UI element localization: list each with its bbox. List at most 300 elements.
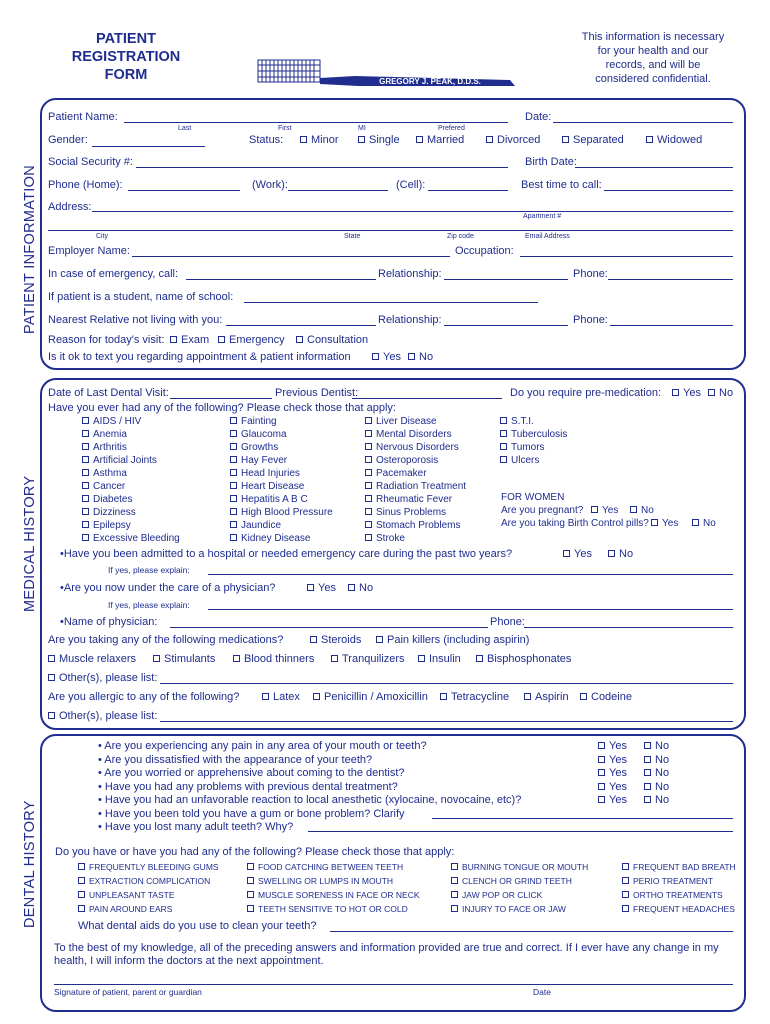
dental-condition[interactable] [451,902,588,916]
dental-condition[interactable] [78,860,219,874]
option-label: Yes [602,505,619,516]
checkbox[interactable] [451,891,458,898]
checkbox[interactable] [247,863,254,870]
med-bisphosphonates[interactable] [476,653,571,666]
condition-label: AIDS / HIV [93,416,142,427]
dental-condition[interactable] [78,874,219,888]
checkbox[interactable] [365,495,372,502]
allergic-question: Are you allergic to any of the following? [48,691,240,703]
checkbox[interactable] [708,389,715,396]
option-label: No [655,794,670,806]
dental-condition[interactable] [451,860,588,874]
checkbox[interactable] [644,756,651,763]
condition-label: Stroke [376,533,405,544]
checkbox[interactable] [82,417,89,424]
status-single[interactable] [358,134,400,147]
dental-col-3 [451,860,588,916]
address-line-2[interactable] [48,230,733,231]
checkbox[interactable] [262,693,269,700]
checkbox[interactable] [82,430,89,437]
checkbox[interactable] [372,353,379,360]
checkbox[interactable] [78,863,85,870]
allergy-latex[interactable] [262,691,300,704]
option-label: Steroids [321,634,362,646]
cell-field[interactable] [428,190,508,191]
checkbox[interactable] [622,891,629,898]
status-married[interactable] [416,134,464,147]
dental-yes[interactable] [598,767,627,781]
conditions-col-4 [500,415,567,467]
checkbox[interactable] [608,550,615,557]
med-steroids[interactable] [310,634,361,647]
condition-item[interactable] [365,415,466,428]
checkbox[interactable] [331,655,338,662]
dental-no[interactable] [644,740,669,754]
allergy-penicillin[interactable] [313,691,428,704]
physician-name-label: •Name of physician: [60,616,158,628]
checkbox[interactable] [230,456,237,463]
checkbox[interactable] [48,674,55,681]
dental-col-4 [622,860,736,916]
checkbox[interactable] [440,693,447,700]
option-label: Widowed [657,134,703,146]
employer-field[interactable] [132,256,450,257]
dental-aids-field[interactable] [330,931,733,932]
birth-date-label: Birth Date: [525,156,577,168]
option-label: Married [427,134,465,146]
option-label: Consultation [307,334,369,346]
checkbox[interactable] [365,508,372,515]
condition-item[interactable] [82,480,180,493]
checkbox[interactable] [644,796,651,803]
checkbox[interactable] [365,430,372,437]
condition-label: Epilepsy [93,520,131,531]
dental-check-intro: Do you have or have you had any of the following? Please check those that apply: [55,846,455,858]
checkbox[interactable] [170,336,177,343]
occupation-label: Occupation: [455,245,514,257]
condition-item[interactable] [365,532,466,545]
checkbox[interactable] [500,430,507,437]
last-visit-field[interactable] [170,398,272,399]
dental-condition[interactable] [451,874,588,888]
checkbox[interactable] [622,863,629,870]
checkbox[interactable] [598,756,605,763]
condition-item[interactable] [82,428,180,441]
condition-label: Excessive Bleeding [93,533,180,544]
condition-item[interactable] [82,467,180,480]
condition-label: Rheumatic Fever [376,494,453,505]
phone-home-field[interactable] [128,190,240,191]
checkbox[interactable] [82,495,89,502]
clarify-field[interactable] [432,818,733,819]
checkbox[interactable] [300,136,307,143]
checkbox[interactable] [82,469,89,476]
text-ok-yes[interactable] [372,351,401,364]
condition-label: Tuberculosis [511,429,568,440]
premed-yes[interactable] [672,387,701,400]
condition-item[interactable] [500,415,567,428]
condition-item[interactable] [365,493,466,506]
condition-label: Artificial Joints [93,455,157,466]
checkbox[interactable] [365,417,372,424]
checkbox[interactable] [646,136,653,143]
condition-label: Arthritis [93,442,127,453]
checkbox[interactable] [247,905,254,912]
dental-condition[interactable] [622,874,736,888]
allergy-codeine[interactable] [580,691,632,704]
reason-label: Reason for today's visit: [48,334,165,346]
condition-item[interactable] [230,519,333,532]
patient-name-label: Patient Name: [48,111,118,123]
dental-condition[interactable] [247,874,420,888]
checkbox[interactable] [78,877,85,884]
checkbox[interactable] [230,521,237,528]
checkbox[interactable] [408,353,415,360]
condition-item[interactable] [500,441,567,454]
condition-item[interactable] [82,415,180,428]
dental-condition[interactable] [622,888,736,902]
address-label: Address: [48,201,92,213]
phone2-field[interactable] [610,325,733,326]
checkbox[interactable] [376,636,383,643]
physician-care-yes[interactable] [307,582,336,595]
checkbox[interactable] [230,430,237,437]
phone2-label: Phone: [573,314,608,326]
checkbox[interactable] [48,712,55,719]
checkbox[interactable] [500,443,507,450]
med-pain-killers[interactable] [376,634,529,647]
checkbox[interactable] [82,508,89,515]
checkbox[interactable] [358,136,365,143]
reason-emergency[interactable] [218,334,285,347]
condition-item[interactable] [365,454,466,467]
checkbox[interactable] [247,891,254,898]
checkbox[interactable] [82,456,89,463]
med-insulin[interactable] [418,653,461,666]
condition-item[interactable] [82,519,180,532]
condition-item[interactable] [230,441,333,454]
dental-condition[interactable] [247,860,420,874]
checkbox[interactable] [451,863,458,870]
physician-phone-field[interactable] [524,627,733,628]
phone-field[interactable] [608,279,733,280]
condition-label: Anemia [93,429,127,440]
condition-item[interactable] [365,480,466,493]
school-field[interactable] [244,302,538,303]
signature-label: Signature of patient, parent or guardian [54,987,202,997]
med-stimulants[interactable] [153,653,215,666]
option-label: Stimulants [164,653,216,665]
condition-item[interactable] [230,467,333,480]
checkbox[interactable] [451,877,458,884]
allergy-tetracycline[interactable] [440,691,509,704]
status-widowed[interactable] [646,134,702,147]
status-separated[interactable] [562,134,624,147]
checkbox[interactable] [82,482,89,489]
others-2[interactable] [48,710,157,723]
condition-item[interactable] [82,532,180,545]
text-ok-no[interactable] [408,351,433,364]
checkbox[interactable] [365,469,372,476]
checkbox[interactable] [233,655,240,662]
gender-field[interactable] [92,146,205,147]
nearest-field[interactable] [226,325,376,326]
condition-item[interactable] [230,506,333,519]
dental-condition[interactable] [451,888,588,902]
condition-label: ORTHO TREATMENTS [633,890,723,900]
certification-statement: To the best of my knowledge, all of the preceding answers and information provided are true and correct. If I ever have any change in my health, I will inform the doctors at the next appointment. [54,942,719,967]
checkbox[interactable] [230,443,237,450]
date-field[interactable] [553,122,733,123]
checkbox[interactable] [524,693,531,700]
checkbox[interactable] [563,550,570,557]
others-1[interactable] [48,672,157,685]
checkbox[interactable] [630,506,637,513]
dental-questions [98,740,521,835]
checkbox[interactable] [365,534,372,541]
condition-item[interactable] [500,454,567,467]
date-label: Date: [525,111,552,123]
dental-yes[interactable] [598,794,627,808]
checkbox[interactable] [418,655,425,662]
condition-label: Pacemaker [376,468,427,479]
checkbox[interactable] [416,136,423,143]
form-title [60,30,192,84]
condition-item[interactable] [82,493,180,506]
checkbox[interactable] [598,769,605,776]
dental-condition[interactable] [622,902,736,916]
physician-name-field[interactable] [170,627,488,628]
checkbox[interactable] [644,742,651,749]
checkbox[interactable] [644,769,651,776]
checkbox[interactable] [365,482,372,489]
dental-question: • Are you experiencing any pain in any area of your mouth or teeth? [98,740,427,752]
allergy-aspirin[interactable] [524,691,569,704]
dental-yes[interactable] [598,740,627,754]
sub-last: Last [178,125,192,132]
relationship-field[interactable] [444,279,568,280]
option-label: Single [369,134,400,146]
condition-label: FREQUENT HEADACHES [633,904,735,914]
dental-condition[interactable] [247,902,420,916]
physician-care-question: •Are you now under the care of a physician? [60,582,276,594]
condition-item[interactable] [365,506,466,519]
address-field[interactable] [92,211,733,212]
signature-line[interactable] [54,984,733,985]
checkbox[interactable] [476,655,483,662]
dental-no[interactable] [644,754,669,768]
checkbox[interactable] [622,877,629,884]
checkbox[interactable] [48,655,55,662]
birth-control-no[interactable] [692,517,716,530]
dental-col-1 [78,860,219,916]
checkbox[interactable] [598,783,605,790]
condition-item[interactable] [230,493,333,506]
checkbox[interactable] [82,521,89,528]
pregnant-no[interactable] [630,504,654,517]
reason-exam[interactable] [170,334,209,347]
checkbox[interactable] [451,905,458,912]
condition-item[interactable] [365,519,466,532]
checkbox[interactable] [486,136,493,143]
condition-item[interactable] [230,532,333,545]
checkbox[interactable] [310,636,317,643]
reason-consultation[interactable] [296,334,368,347]
explain-2-field[interactable] [208,609,733,610]
checkbox[interactable] [78,905,85,912]
birth-date-field[interactable] [575,167,733,168]
hospital-yes[interactable] [563,548,592,561]
condition-label: Growths [241,442,279,453]
checkbox[interactable] [580,693,587,700]
checkbox[interactable] [230,508,237,515]
notice-line: for your health and our [597,45,709,57]
checkbox[interactable] [644,783,651,790]
option-label: Bisphosphonates [487,653,572,665]
text-ok-label: Is it ok to text you regarding appointment & patient information [48,351,351,363]
checkbox[interactable] [500,417,507,424]
sub-state: State [344,233,361,240]
med-muscle-relaxers[interactable] [48,653,136,666]
condition-item[interactable] [365,428,466,441]
option-label: Yes [574,548,592,560]
dental-yes[interactable] [598,781,627,795]
relationship2-field[interactable] [444,325,568,326]
patient-name-field[interactable] [124,122,508,123]
conditions-col-3 [365,415,466,545]
checkbox[interactable] [82,534,89,541]
option-label: Yes [609,753,627,766]
birth-control-label: Are you taking Birth Control pills? [501,518,649,529]
hospital-no[interactable] [608,548,633,561]
for-women-label: FOR WOMEN [501,492,565,503]
condition-item[interactable] [230,428,333,441]
premed-label: Do you require pre-medication: [510,387,662,399]
condition-label: CLENCH OR GRIND TEETH [462,876,572,886]
confidential-notice [568,30,738,86]
dental-yes[interactable] [598,754,627,768]
condition-item[interactable] [82,454,180,467]
condition-item[interactable] [365,467,466,480]
sub-city: City [96,233,109,240]
checkbox[interactable] [622,905,629,912]
checkbox[interactable] [651,519,658,526]
notice-line: considered confidential. [595,73,711,85]
others-1-field[interactable] [160,683,733,684]
relationship-label: Relationship: [378,268,442,280]
condition-item[interactable] [230,454,333,467]
checkbox[interactable] [348,584,355,591]
physician-care-no[interactable] [348,582,373,595]
work-label: (Work): [252,179,288,191]
dental-no[interactable] [644,794,669,808]
checkbox[interactable] [313,693,320,700]
best-time-field[interactable] [604,190,733,191]
condition-label: Hepatitis A B C [241,494,308,505]
option-label: No [655,780,670,793]
condition-item[interactable] [365,441,466,454]
dental-no[interactable] [644,781,669,795]
ssn-field[interactable] [136,167,508,168]
checkbox[interactable] [218,336,225,343]
condition-label: Kidney Disease [241,533,311,544]
dental-question: • Have you lost many adult teeth? Why? [98,821,294,833]
why-field[interactable] [308,831,733,832]
med-tranquilizers[interactable] [331,653,405,666]
option-label: Exam [181,334,210,346]
condition-item[interactable] [82,441,180,454]
status-minor[interactable] [300,134,339,147]
checkbox[interactable] [78,891,85,898]
occupation-field[interactable] [520,256,733,257]
checkbox[interactable] [230,469,237,476]
option-label: Yes [609,740,627,752]
dental-condition[interactable] [622,860,736,874]
pregnant-yes[interactable] [591,504,618,517]
dental-no-column [644,740,669,808]
prev-dentist-field[interactable] [352,398,502,399]
checkbox[interactable] [598,742,605,749]
checkbox[interactable] [296,336,303,343]
checkbox[interactable] [230,534,237,541]
checkbox[interactable] [230,495,237,502]
dental-condition[interactable] [78,902,219,916]
condition-label: PERIO TREATMENT [633,876,713,886]
checkbox[interactable] [365,456,372,463]
status-divorced[interactable] [486,134,540,147]
condition-item[interactable] [500,428,567,441]
checkbox[interactable] [365,443,372,450]
dental-condition[interactable] [78,888,219,902]
checkbox[interactable] [230,417,237,424]
checkbox[interactable] [365,521,372,528]
checkbox[interactable] [591,506,598,513]
premed-no[interactable] [708,387,733,400]
checkbox[interactable] [307,584,314,591]
dental-condition[interactable] [247,888,420,902]
dental-no[interactable] [644,767,669,781]
birth-control-yes[interactable] [651,517,678,530]
checkbox[interactable] [230,482,237,489]
dental-question: • Have you been told you have a gum or bone problem? Clarify [98,807,405,820]
section-label-patient: PATIENT INFORMATION [22,165,38,334]
checkbox[interactable] [672,389,679,396]
option-label: Emergency [229,334,285,346]
option-label: No [641,505,654,516]
conditions-col-1 [82,415,180,545]
med-blood-thinners[interactable] [233,653,314,666]
checkbox[interactable] [598,796,605,803]
option-label: Divorced [497,134,541,146]
checkbox[interactable] [82,443,89,450]
checkbox[interactable] [562,136,569,143]
condition-item[interactable] [230,415,333,428]
checkbox[interactable] [692,519,699,526]
checkbox[interactable] [247,877,254,884]
explain-1-field[interactable] [208,574,733,575]
checkbox[interactable] [153,655,160,662]
work-field[interactable] [288,190,388,191]
title-line: REGISTRATION [71,49,181,65]
others-2-field[interactable] [160,721,733,722]
employer-label: Employer Name: [48,245,130,257]
condition-item[interactable] [230,480,333,493]
condition-item[interactable] [82,506,180,519]
emergency-field[interactable] [186,279,376,280]
condition-label: JAW POP OR CLICK [462,890,543,900]
condition-label: Glaucoma [241,429,287,440]
checkbox[interactable] [500,456,507,463]
